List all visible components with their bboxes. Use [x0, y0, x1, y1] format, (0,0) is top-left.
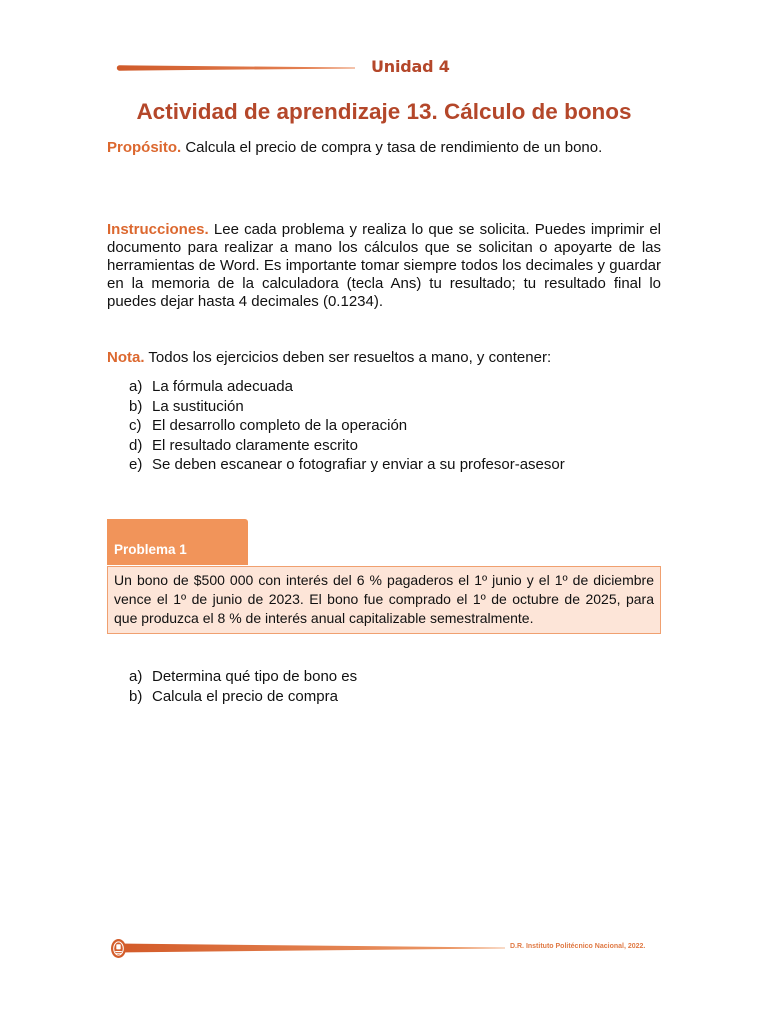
- list-marker: e): [129, 456, 143, 473]
- purpose-text: Calcula el precio de compra y tasa de rendimiento de un bono.: [185, 139, 603, 156]
- list-item: [129, 455, 661, 475]
- list-item-text: La fórmula adecuada: [152, 378, 293, 395]
- list-item-text: El resultado claramente escrito: [152, 436, 358, 454]
- list-item: [129, 397, 661, 417]
- problem-tab: [107, 519, 248, 565]
- list-item-text: Determina qué tipo de bono es: [152, 668, 358, 685]
- page-title: Actividad de aprendizaje 13. Cálculo de bonos: [136, 99, 632, 124]
- header-rule: [117, 65, 355, 70]
- footer-rule: [118, 944, 505, 953]
- list-marker: a): [129, 668, 143, 685]
- list-item: [129, 667, 661, 687]
- requirements-list: [129, 377, 661, 475]
- list-item: [129, 416, 661, 436]
- purpose-paragraph: [107, 139, 661, 157]
- list-marker: b): [129, 397, 143, 415]
- list-item-text: El desarrollo completo de la operación: [152, 417, 408, 434]
- problem-tab-label: Problema 1: [114, 542, 187, 557]
- purpose-label: Propósito.: [107, 139, 182, 156]
- list-marker: c): [129, 417, 142, 434]
- problem-tasks-list: [129, 667, 661, 707]
- list-item: [129, 436, 661, 456]
- list-item-text: Se deben escanear o fotografiar y enviar a su profesor-asesor: [152, 456, 565, 473]
- list-marker: b): [129, 688, 143, 705]
- instructions-paragraph: [107, 221, 661, 311]
- list-item: [129, 377, 661, 397]
- list-item-text: La sustitución: [152, 397, 244, 415]
- instructions-label: Instrucciones.: [107, 221, 209, 238]
- unit-label: Unidad 4: [371, 57, 450, 76]
- list-item: [129, 687, 661, 707]
- note-label: Nota.: [107, 349, 145, 366]
- list-marker: a): [129, 378, 143, 395]
- list-item-text: Calcula el precio de compra: [152, 688, 338, 705]
- list-marker: d): [129, 436, 143, 454]
- note-paragraph: [107, 349, 661, 367]
- problem-statement-box: [107, 566, 661, 634]
- institution-logo-icon: [111, 939, 126, 958]
- problem-statement: Un bono de $500 000 con interés del 6 % pagaderos el 1º junio y el 1º de diciembre vence el 1º de junio de 2023. El bono fue comprado el 1º de octubre de 2025, para que produzca el 8 % de interés anual capitalizable semestralmente.: [114, 571, 654, 626]
- instructions-text: Lee cada problema y realiza lo que se solicita. Puedes imprimir el documento para realizar a mano los cálculos que se solicitan o apoyarte de las herramientas de Word. Es importante tomar siempre todos los decimales y guardar en la memoria de la calculadora (tecla Ans) tu resultado; tu resultado final lo puedes dejar hasta 4 decimales (0.1234).: [107, 221, 661, 310]
- footer-copyright: D.R. Instituto Politécnico Nacional, 2022.: [510, 943, 646, 950]
- note-text: Todos los ejercicios deben ser resueltos a mano, y contener:: [148, 349, 552, 366]
